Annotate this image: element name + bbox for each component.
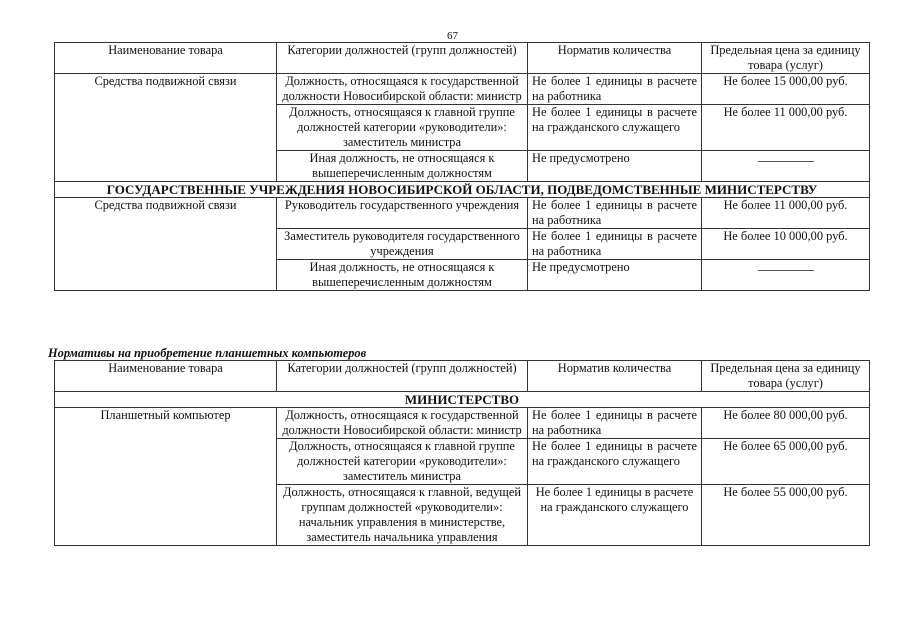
category: Должность, относящаяся к главной группе должностей категории «руководители»: заместитель министра <box>277 439 528 485</box>
section-row <box>55 392 870 408</box>
price: Не более 55 000,00 руб. <box>702 485 870 546</box>
mobile-phones-table <box>54 42 870 291</box>
category: Должность, относящаяся к главной, ведущей группам должностей «руководители»: начальник управления в министерстве, заместитель начальника управления <box>277 485 528 546</box>
table-row <box>55 74 870 105</box>
category: Должность, относящаяся к государственной должности Новосибирской области: министр <box>277 74 528 105</box>
price-dash <box>702 151 870 182</box>
item-name: Планшетный компьютер <box>55 408 277 546</box>
tablets-table <box>54 360 870 546</box>
category: Должность, относящаяся к главной группе должностей категории «руководители»: заместитель министра <box>277 105 528 151</box>
section-caption: Нормативы на приобретение планшетных компьютеров <box>48 346 367 360</box>
header-price: Предельная цена за единицу товара (услуг) <box>702 43 870 74</box>
price: Не более 80 000,00 руб. <box>702 408 870 439</box>
norm: Не более 1 единицы в расчете на работника <box>528 74 702 105</box>
item-name: Средства подвижной связи <box>55 198 277 291</box>
price: Не более 11 000,00 руб. <box>702 105 870 151</box>
norm: Не предусмотрено <box>528 260 702 291</box>
price-dash <box>702 260 870 291</box>
section-title: МИНИСТЕРСТВО <box>55 392 870 408</box>
category: Иная должность, не относящаяся к вышеперечисленным должностям <box>277 151 528 182</box>
price: Не более 11 000,00 руб. <box>702 198 870 229</box>
dash-line <box>758 270 814 271</box>
category: Иная должность, не относящаяся к вышеперечисленным должностям <box>277 260 528 291</box>
table-row <box>55 408 870 439</box>
norm: Не предусмотрено <box>528 151 702 182</box>
category: Должность, относящаяся к государственной должности Новосибирской области: министр <box>277 408 528 439</box>
table-header-row <box>55 43 870 74</box>
price: Не более 65 000,00 руб. <box>702 439 870 485</box>
page-number: 67 <box>447 30 458 42</box>
header-item: Наименование товара <box>55 361 277 392</box>
table-header-row <box>55 361 870 392</box>
price: Не более 15 000,00 руб. <box>702 74 870 105</box>
norm: Не более 1 единицы в расчете на гражданского служащего <box>528 439 702 485</box>
norm: Не более 1 единицы в расчете на гражданского служащего <box>528 485 702 546</box>
norm: Не более 1 единицы в расчете на работника <box>528 198 702 229</box>
header-norm: Норматив количества <box>528 361 702 392</box>
header-item: Наименование товара <box>55 43 277 74</box>
table-row <box>55 198 870 229</box>
header-category: Категории должностей (групп должностей) <box>277 43 528 74</box>
header-category: Категории должностей (групп должностей) <box>277 361 528 392</box>
header-price: Предельная цена за единицу товара (услуг) <box>702 361 870 392</box>
price: Не более 10 000,00 руб. <box>702 229 870 260</box>
section-row <box>55 182 870 198</box>
norm: Не более 1 единицы в расчете на гражданского служащего <box>528 105 702 151</box>
category: Заместитель руководителя государственного учреждения <box>277 229 528 260</box>
item-name: Средства подвижной связи <box>55 74 277 182</box>
header-norm: Норматив количества <box>528 43 702 74</box>
category: Руководитель государственного учреждения <box>277 198 528 229</box>
dash-line <box>758 161 814 162</box>
norm: Не более 1 единицы в расчете на работника <box>528 229 702 260</box>
norm: Не более 1 единицы в расчете на работника <box>528 408 702 439</box>
section-title: ГОСУДАРСТВЕННЫЕ УЧРЕЖДЕНИЯ НОВОСИБИРСКОЙ ОБЛАСТИ, ПОДВЕДОМСТВЕННЫЕ МИНИСТЕРСТВУ <box>55 182 870 198</box>
